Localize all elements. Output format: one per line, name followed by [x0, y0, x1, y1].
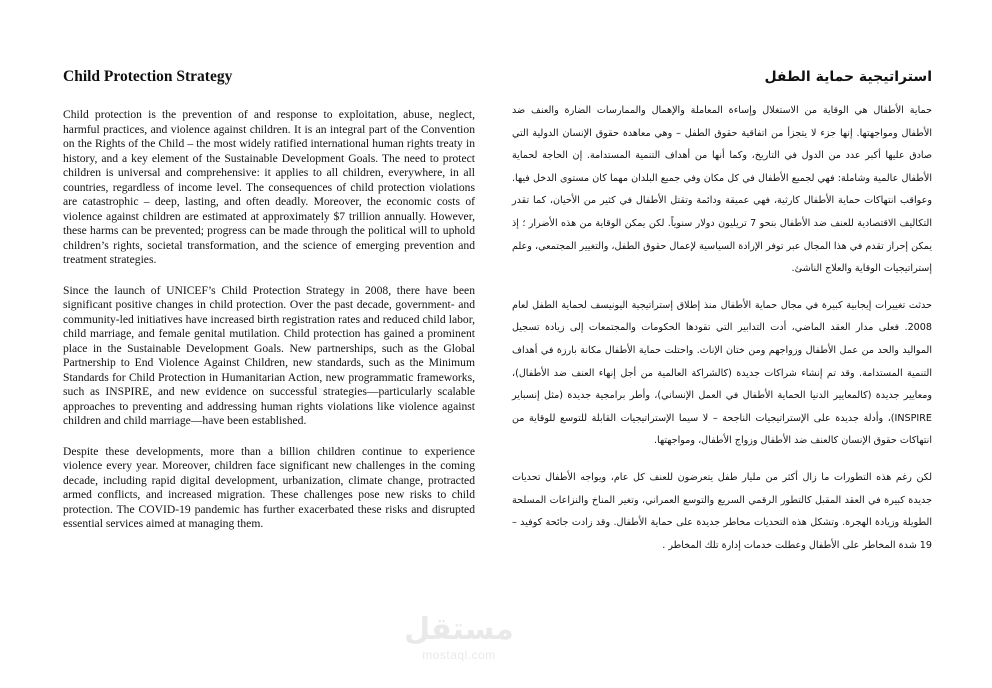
arabic-paragraph-3: لكن رغم هذه التطورات ما زال أكثر من مليار طفل يتعرضون للعنف كل عام، ويواجه الأطفال تحديات جديدة كبيرة في العقد المقبل كالتطور الرقمي السريع والتوسع العمراني، وتغير المناخ والنزاعات المسلحة الطويلة وزيادة الهجرة. وتشكل هذه التحديات مخاطر جديدة على حماية الأطفال. وقد زادت جائحة كوفيد – 19 شدة المخاطر على الأطفال وعطلت خدمات إدارة تلك المخاطر . [512, 471, 932, 551]
mostaql-watermark [404, 612, 514, 672]
english-title: Child Protection Strategy [63, 68, 233, 85]
english-paragraph-2: Since the launch of UNICEF’s Child Protection Strategy in 2008, there have been significant positive changes in child protection. Over the past decade, government- and community-led initiatives have increased birth registration rates and reduced child labor, child marriage, and female genital mutilation. Child protection has gained a prominent place in the Sustainable Development Goals. New partnerships, such as the Global Partnership to End Violence Against Children, new standards, such as the Minimum Standards for Child Protection in Humanitarian Action, new programmatic frameworks, such as INSPIRE, and new evidence on successful strategies—particularly scalable approaches to preventing and addressing human rights violations like violence against children and child marriage—have been established. [63, 283, 475, 427]
arabic-paragraph-1: حماية الأطفال هي الوقاية من الاستغلال وإساءة المعاملة والإهمال والممارسات الضارة والعنف ضد الأطفال ومواجهتها. إنها جزء لا يتجزأ من اتفاقية حقوق الطفل – وهي معاهدة حقوق الإنسان الدولية التي صادق عليها أكبر عدد من الدول في التاريخ، وكما أنها من أهداف التنمية المستدامة. إن الحاجة لحماية الأطفال عالمية وشاملة: فهي لجميع الأطفال في كل مكان وفي جميع البلدان مهما كان مستوى الدخل فيها. وعواقب انتهاكات حماية الأطفال كارثية، فهي عميقة ودائمة وتقتل الأطفال في كثير من الأحيان، كما تقدر التكاليف الاقتصادية للعنف ضد الأطفال بنحو 7 تريليون دولار سنوياً. لكن يمكن الوقاية من هذه الأضرار ؛ إذ يمكن إحراز تقدم في هذا المجال عبر توفر الإرادة السياسية لإعمال حقوق الطفل، والتغيير المجتمعي، وعلم إستراتيجيات الوقاية والعلاج الناشئ. [512, 105, 932, 275]
arabic-title: استراتيجية حماية الطفل [764, 69, 932, 85]
arabic-column [512, 66, 932, 571]
watermark-arabic: مستقل [404, 612, 514, 647]
watermark-latin: mostaql.com [422, 648, 496, 662]
english-paragraph-3: Despite these developments, more than a billion children continue to experience violence every year. Moreover, children face significant new challenges in the coming decade, including rapid digital development, urbanization, climate change, protracted armed conflicts, and increased migration. These challenges pose new risks to child protection. The COVID-19 pandemic has further exacerbated these risks and disrupted essential services aimed at managing them. [63, 444, 475, 530]
english-paragraph-1: Child protection is the prevention of and response to exploitation, abuse, neglect, harmful practices, and violence against children. It is an integral part of the Convention on the Rights of the Child – the most widely ratified international human rights treaty in history, and a key element of the Sustainable Development Goals. The need to protect children is universal and comprehensive: it applies to all children, everywhere, in all countries, regardless of income level. The consequences of child protection violations are catastrophic – deep, lasting, and often deadly. Moreover, the economic costs of violence against children are estimated at approximately $7 trillion annually. However, these harms can be prevented; progress can be made through the political will to uphold children’s rights, societal transformation, and the science of emerging prevention and treatment strategies. [63, 108, 475, 266]
english-column [63, 66, 475, 548]
arabic-paragraph-2: حدثت تغييرات إيجابية كبيرة في مجال حماية الأطفال منذ إطلاق إستراتيجية اليونيسف لحماية الطفل لعام 2008. فعلى مدار العقد الماضي، أدت التدابير التي تقودها الحكومات والمجتمعات إلى زيادة تسجيل المواليد والحد من عمل الأطفال وزواجهم ومن ختان الإناث. واحتلت حماية الأطفال مكانة بارزة في أهداف التنمية المستدامة. وقد تم إنشاء شراكات جديدة (كالشراكة العالمية من أجل إنهاء العنف ضد الأطفال)، ومعايير جديدة (كالمعايير الدنيا الحماية الأطفال في العمل الإنساني)، وأطر برامجية جديدة (مثل إنسباير INSPIRE)، وأدلة جديدة على الإستراتيجيات الناجحة – لا سيما الإستراتيجيات القابلة للتوسع للوقاية من انتهاكات حقوق الإنسان كالعنف ضد الأطفال وزواج الأطفال، ومواجهتها. [512, 299, 932, 447]
